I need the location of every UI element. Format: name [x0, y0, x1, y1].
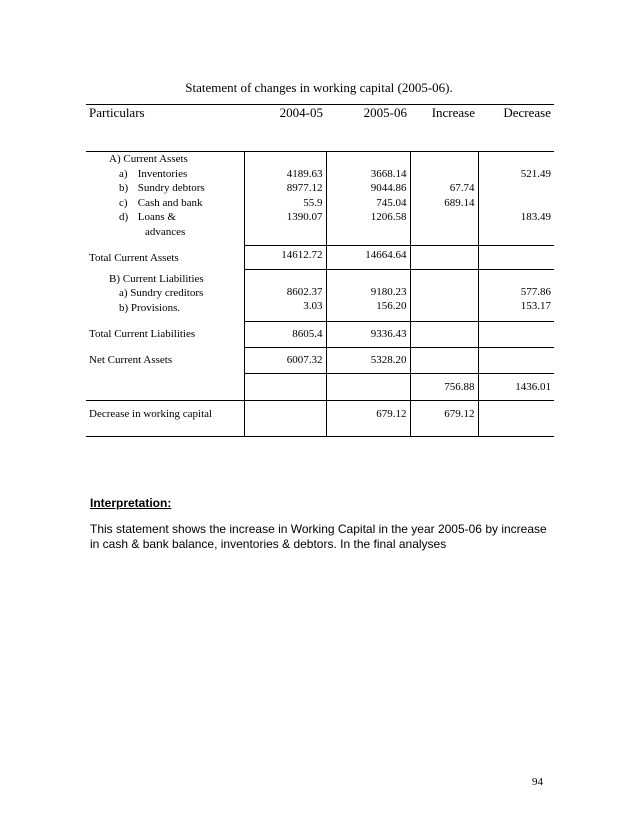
current-assets-increase: 67.74 689.14 — [410, 152, 478, 240]
current-assets-block — [86, 152, 554, 240]
list-item: b) Sundry debtors — [119, 182, 205, 194]
page-title: Statement of changes in working capital (2005-06). — [185, 80, 453, 95]
current-liabilities-increase — [410, 270, 478, 316]
total-decrease: 1436.01 — [478, 374, 554, 401]
net-current-assets-row — [86, 348, 554, 374]
total-current-assets-label: Total Current Assets — [89, 251, 179, 264]
list-item: a) Inventories — [119, 167, 188, 180]
list-item: d) Loans & — [119, 211, 176, 223]
header-increase: Increase — [410, 105, 478, 152]
current-liabilities-2005-06: 9180.23 156.20 — [326, 270, 410, 316]
current-assets-2004-05: 4189.63 8977.12 55.9 1390.07 — [244, 152, 326, 240]
decrease-in-wc-label: Decrease in working capital — [86, 400, 244, 436]
current-assets-heading: A) Current Assets — [109, 153, 188, 165]
interpretation-text: This statement shows the increase in Working Capital in the year 2005-06 by increase in cash & bank balance, inventories & debtors. In the final analyses — [90, 522, 547, 551]
interpretation-heading: Interpretation: — [90, 496, 172, 510]
decrease-in-working-capital-row — [86, 400, 554, 436]
total-increase: 756.88 — [410, 374, 478, 401]
current-liabilities-decrease: 577.86 153.17 — [478, 270, 554, 316]
net-current-assets-2004: 6007.32 — [244, 348, 326, 374]
header-2004-05: 2004-05 — [244, 105, 326, 152]
current-assets-2005-06: 3668.14 9044.86 745.04 1206.58 — [326, 152, 410, 240]
total-current-liabilities-label: Total Current Liabilities — [89, 327, 196, 340]
total-current-liabilities-row — [86, 322, 554, 348]
current-liabilities-2004-05: 8602.37 3.03 — [244, 270, 326, 316]
current-assets-particulars — [86, 152, 244, 240]
total-current-assets-row — [86, 246, 554, 270]
total-current-liabilities-2005: 9336.43 — [326, 322, 410, 348]
list-item: b) Provisions. — [119, 301, 181, 314]
current-liabilities-heading: B) Current Liabilities — [109, 272, 204, 285]
header-decrease: Decrease — [478, 105, 554, 152]
total-current-liabilities-2004: 8605.4 — [244, 322, 326, 348]
list-item: a) Sundry creditors — [119, 287, 204, 299]
totals-row — [86, 374, 554, 401]
decrease-in-wc-increase: 679.12 — [410, 400, 478, 436]
table-header-row — [86, 105, 554, 152]
current-assets-decrease: 521.49 183.49 — [478, 152, 554, 240]
total-current-assets-2005: 14664.64 — [326, 246, 410, 270]
current-liabilities-particulars — [86, 270, 244, 316]
current-liabilities-block — [86, 270, 554, 316]
working-capital-table — [86, 104, 554, 437]
page-number: 94 — [532, 776, 543, 788]
list-item-continuation: advances — [145, 225, 186, 238]
header-2005-06: 2005-06 — [326, 105, 410, 152]
header-particulars: Particulars — [86, 105, 244, 152]
decrease-in-wc-2005: 679.12 — [326, 400, 410, 436]
net-current-assets-label: Net Current Assets — [89, 353, 173, 366]
total-current-assets-2004: 14612.72 — [244, 246, 326, 270]
net-current-assets-2005: 5328.20 — [326, 348, 410, 374]
list-item: c) Cash and bank — [119, 196, 203, 209]
